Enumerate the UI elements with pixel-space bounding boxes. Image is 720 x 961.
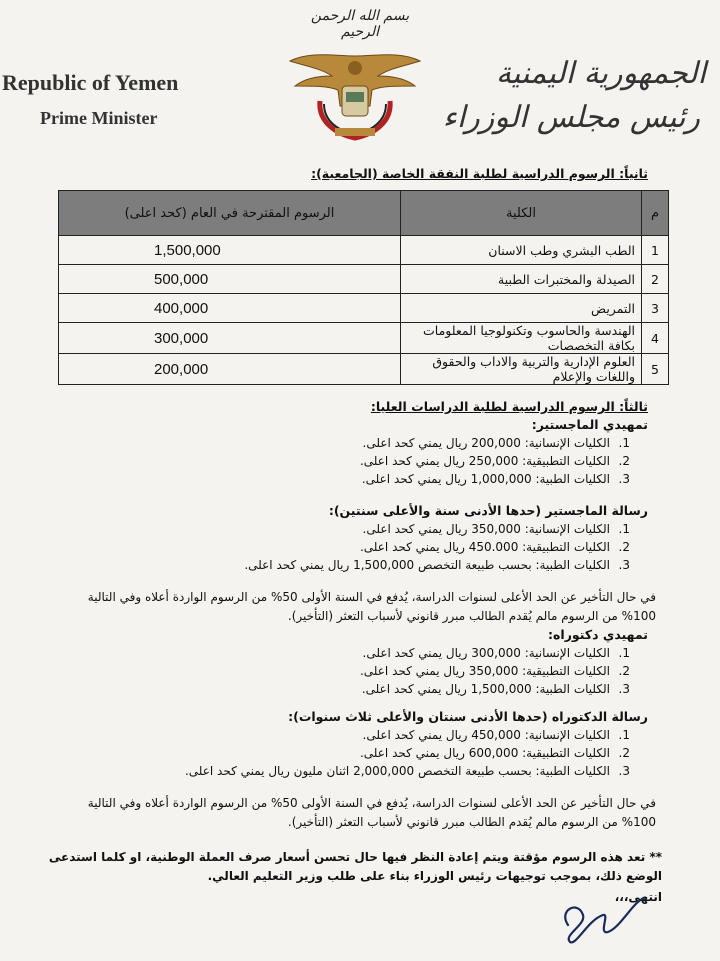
row-fee: 300,000	[59, 323, 401, 354]
row-fee: 400,000	[59, 294, 401, 323]
item-text: الكليات التطبيقية: 600,000 ريال يمني كحد اعلى.	[359, 746, 610, 760]
item-text: الكليات التطبيقية: 350,000 ريال يمني كحد اعلى.	[359, 664, 610, 678]
row-fee: 1,500,000	[59, 236, 401, 265]
list-item	[244, 520, 648, 538]
list-item	[244, 538, 648, 556]
item-text: الكليات الطبية: بحسب طبيعة التخصص 1,500,000 ريال يمني كحد اعلى.	[244, 558, 610, 572]
list-item	[185, 762, 648, 780]
row-number: 3	[642, 294, 669, 323]
row-fee: 500,000	[59, 265, 401, 294]
section3-title: ثالثاً: الرسوم الدراسية لطلبة الدراسات العليا:	[370, 399, 648, 414]
signature	[548, 880, 648, 950]
item-text: الكليات الطبية: 1,500,000 ريال يمني كحد اعلى.	[361, 682, 610, 696]
item-text: الكليات التطبيقية: 250,000 ريال يمني كحد اعلى.	[359, 454, 610, 468]
table-row	[59, 236, 669, 265]
item-text: الكليات الإنسانية: 350,000 ريال يمني كحد اعلى.	[362, 522, 610, 536]
item-number: 2.	[618, 454, 630, 468]
item-text: الكليات الإنسانية: 450,000 ريال يمني كحد اعلى.	[362, 728, 610, 742]
item-number: 3.	[618, 764, 630, 778]
list-item	[360, 680, 648, 698]
masters-prep-block	[360, 416, 648, 488]
item-number: 3.	[618, 472, 630, 486]
table-row	[59, 354, 669, 385]
item-text: الكليات التطبيقية: 450.000 ريال يمني كحد اعلى.	[359, 540, 610, 554]
row-college: الهندسة والحاسوب وتكنولوجيا المعلومات بكافة التخصصات	[401, 323, 642, 354]
masters-thesis-block	[244, 502, 648, 574]
country-name-ar: الجمهورية اليمنية	[495, 56, 706, 91]
item-number: 2.	[618, 540, 630, 554]
country-name-en: Republic of Yemen	[2, 70, 179, 95]
row-number: 2	[642, 265, 669, 294]
closing-end: انتهى،،،	[614, 890, 662, 904]
office-name-ar: رئيس مجلس الوزراء	[442, 100, 700, 135]
list-item	[360, 434, 648, 452]
closing-note: ** تعد هذه الرسوم مؤقتة ويتم إعادة النظر فيها حال تحسن أسعار صرف العملة الوطنية، او كلما استدعى الوضع ذلك، بموجب توجيهات رئيس الوزراء بناء على طلب وزير التعليم العالي.	[48, 850, 662, 883]
section2-title: ثانياً: الرسوم الدراسية لطلبة النفقة الخاصة (الجامعية):	[311, 166, 648, 181]
item-text: الكليات الطبية: بحسب طبيعة التخصص 2,000,000 اثنان مليون ريال يمني كحد اعلى.	[184, 764, 610, 778]
header-fee: الرسوم المقترحة في العام (كحد اعلى)	[59, 191, 401, 236]
basmala: بسم الله الرحمن الرحيم	[310, 8, 410, 40]
list-item	[360, 644, 648, 662]
list-item	[185, 744, 648, 762]
table-header-row	[59, 191, 669, 236]
masters-prep-title: تمهيدي الماجستير:	[531, 417, 648, 432]
item-number: 1.	[618, 522, 630, 536]
row-number: 4	[642, 323, 669, 354]
phd-prep-block	[360, 626, 648, 698]
masters-thesis-title: رسالة الماجستير (حدها الأدنى سنة والأعلى سنتين):	[328, 503, 648, 518]
item-number: 2.	[618, 746, 630, 760]
item-number: 3.	[618, 682, 630, 696]
item-number: 1.	[618, 436, 630, 450]
table-row	[59, 323, 669, 354]
row-number: 5	[642, 354, 669, 385]
phd-thesis-block	[185, 708, 648, 780]
item-text: الكليات الإنسانية: 300,000 ريال يمني كحد اعلى.	[362, 646, 610, 660]
row-college: الطب البشري وطب الاسنان	[401, 236, 642, 265]
list-item	[360, 470, 648, 488]
delay-note-2: في حال التأخير عن الحد الأعلى لسنوات الدراسة، يُدفع في السنة الأولى 50% من الرسوم الواردة أعلاه وفي التالية 100% من الرسوم مالم يُقدم الطالب مبرر قانوني لأسباب التعثر (التأخير).	[87, 796, 656, 829]
row-college: التمريض	[401, 294, 642, 323]
table-row	[59, 265, 669, 294]
row-college: الصيدلة والمختبرات الطبية	[401, 265, 642, 294]
delay-note-1: في حال التأخير عن الحد الأعلى لسنوات الدراسة، يُدفع في السنة الأولى 50% من الرسوم الواردة أعلاه وفي التالية 100% من الرسوم مالم يُقدم الطالب مبرر قانوني لأسباب التعثر (التأخير).	[87, 590, 656, 623]
header-college: الكلية	[401, 191, 642, 236]
phd-thesis-title: رسالة الدكتوراه (حدها الأدنى سنتان والأعلى ثلاث سنوات):	[288, 709, 648, 724]
item-number: 3.	[618, 558, 630, 572]
item-text: الكليات الإنسانية: 200,000 ريال يمني كحد اعلى.	[362, 436, 610, 450]
item-number: 2.	[618, 664, 630, 678]
list-item	[185, 726, 648, 744]
item-text: الكليات الطبية: 1,000,000 ريال يمني كحد اعلى.	[361, 472, 610, 486]
national-emblem-icon	[280, 46, 430, 146]
office-name-en: Prime Minister	[40, 108, 158, 128]
table-row	[59, 294, 669, 323]
header-num: م	[642, 191, 669, 236]
row-college: العلوم الإدارية والتربية والاداب والحقوق واللغات والإعلام	[401, 354, 642, 385]
fees-table	[58, 190, 669, 385]
item-number: 1.	[618, 646, 630, 660]
item-number: 1.	[618, 728, 630, 742]
phd-prep-title: تمهيدي دكتوراه:	[548, 627, 648, 642]
row-fee: 200,000	[59, 354, 401, 385]
list-item	[244, 556, 648, 574]
list-item	[360, 452, 648, 470]
row-number: 1	[642, 236, 669, 265]
list-item	[360, 662, 648, 680]
